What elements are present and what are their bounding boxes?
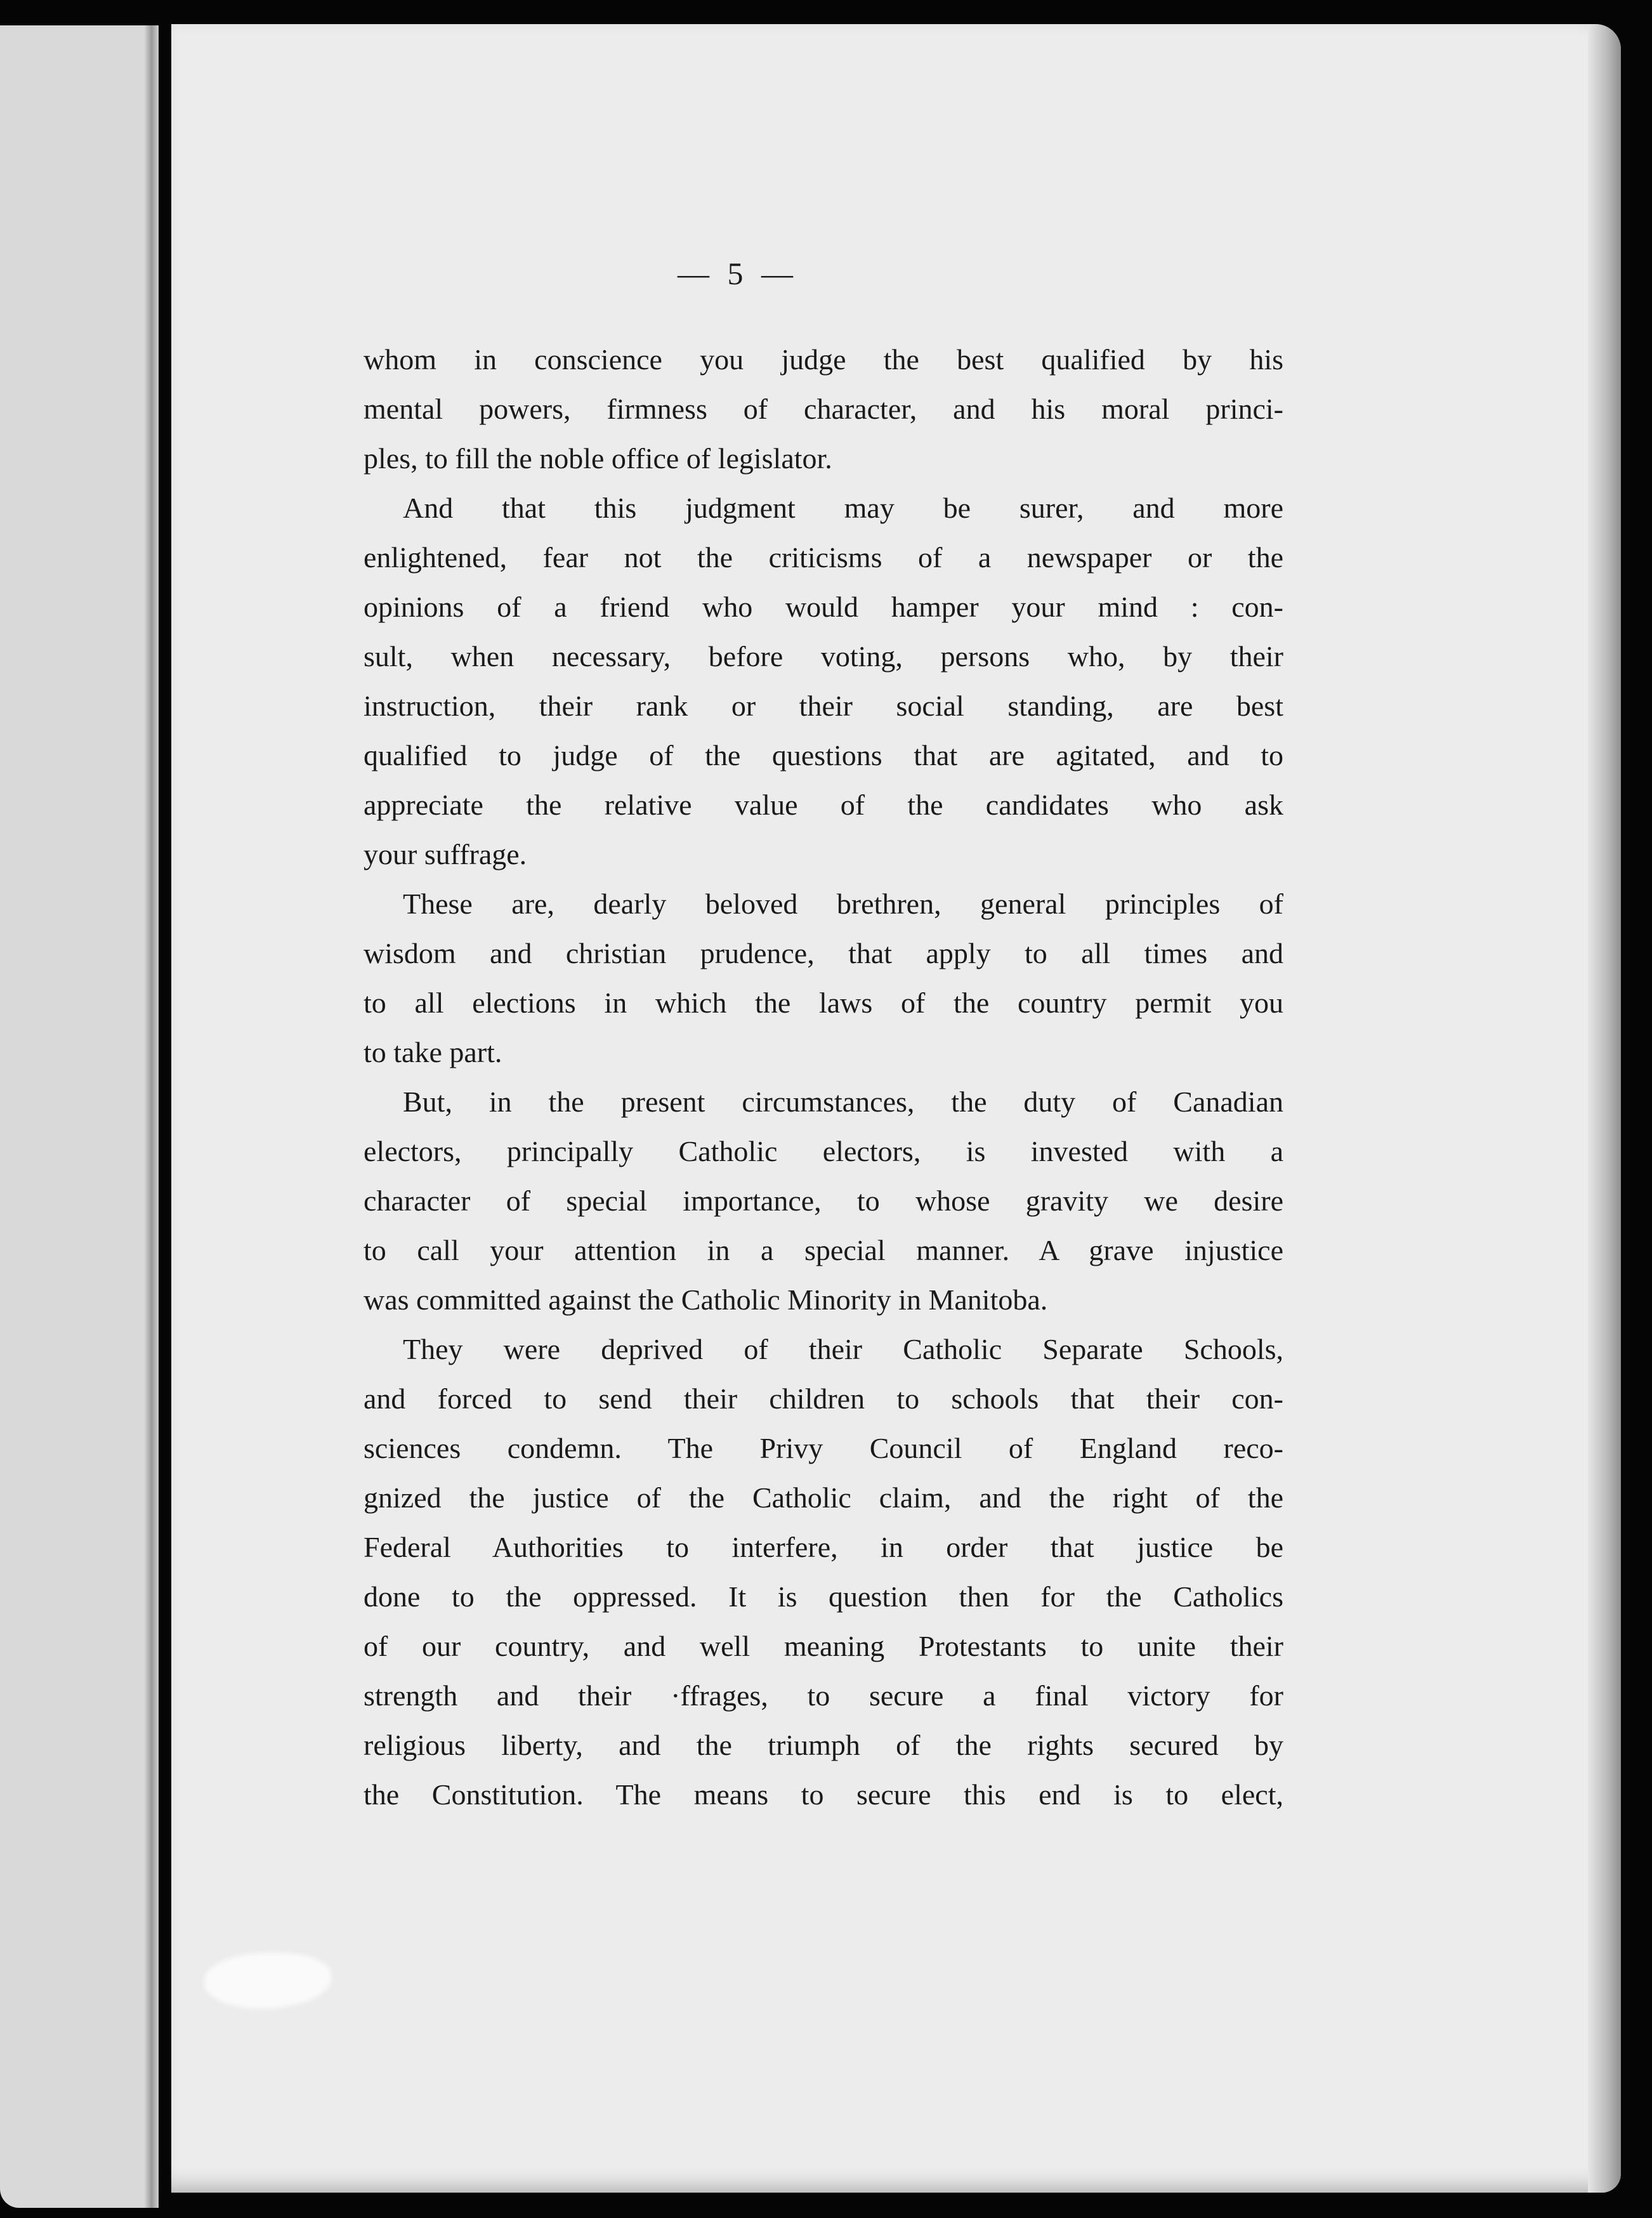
text-line: And that this judgment may be surer, and more [403, 492, 1283, 524]
paragraph-1 [364, 335, 1283, 483]
text-line: opinions of a friend who would hamper your mind : con- [364, 591, 1283, 623]
text-line: ples, to fill the noble office of legislator. [364, 442, 832, 475]
text-line: to all elections in which the laws of the country permit you [364, 987, 1283, 1019]
text-line: gnized the justice of the Catholic claim, and the right of the [364, 1481, 1283, 1514]
text-line: done to the oppressed. It is question then for the Catholics [364, 1580, 1283, 1613]
text-line: strength and their ·ffrages, to secure a final victory for [364, 1679, 1283, 1712]
text-line: character of special importance, to whose gravity we desire [364, 1184, 1283, 1217]
text-line: sult, when necessary, before voting, persons who, by their [364, 640, 1283, 673]
paragraph-4 [364, 1077, 1283, 1325]
text-line: Federal Authorities to interfere, in order that justice be [364, 1531, 1283, 1563]
text-line: These are, dearly beloved brethren, general principles of [403, 888, 1283, 920]
text-line: whom in conscience you judge the best qualified by his [364, 343, 1283, 376]
page-number: — 5 — [678, 256, 798, 291]
text-line: religious liberty, and the triumph of the rights secured by [364, 1729, 1283, 1761]
text-line: wisdom and christian prudence, that apply to all times and [364, 937, 1283, 969]
paragraph-2 [364, 483, 1283, 879]
text-line: enlightened, fear not the criticisms of a newspaper or the [364, 541, 1283, 574]
text-line: instruction, their rank or their social standing, are best [364, 690, 1283, 722]
text-line: of our country, and well meaning Protestants to unite their [364, 1630, 1283, 1662]
facing-page-edge [0, 25, 159, 2208]
text-line: electors, principally Catholic electors, is invested with a [364, 1135, 1283, 1167]
text-line: qualified to judge of the questions that are agitated, and to [364, 739, 1283, 771]
text-line: mental powers, firmness of character, and his moral princi- [364, 393, 1283, 425]
body-text [364, 335, 1283, 1820]
text-line: They were deprived of their Catholic Separate Schools, [403, 1333, 1283, 1365]
text-line: was committed against the Catholic Minority in Manitoba. [364, 1283, 1048, 1316]
text-line: to take part. [364, 1036, 502, 1068]
paragraph-5 [364, 1325, 1283, 1820]
text-line: But, in the present circumstances, the duty of Canadian [403, 1086, 1283, 1118]
text-line: and forced to send their children to schools that their con- [364, 1382, 1283, 1415]
text-line: appreciate the relative value of the candidates who ask [364, 789, 1283, 821]
paragraph-3 [364, 879, 1283, 1077]
page-curl-edge [1588, 24, 1621, 2193]
text-line: your suffrage. [364, 838, 527, 870]
text-line: the Constitution. The means to secure this end is to elect, [364, 1778, 1283, 1811]
text-line: to call your attention in a special manner. A grave injustice [364, 1234, 1283, 1266]
text-line: sciences condemn. The Privy Council of England reco- [364, 1432, 1283, 1464]
